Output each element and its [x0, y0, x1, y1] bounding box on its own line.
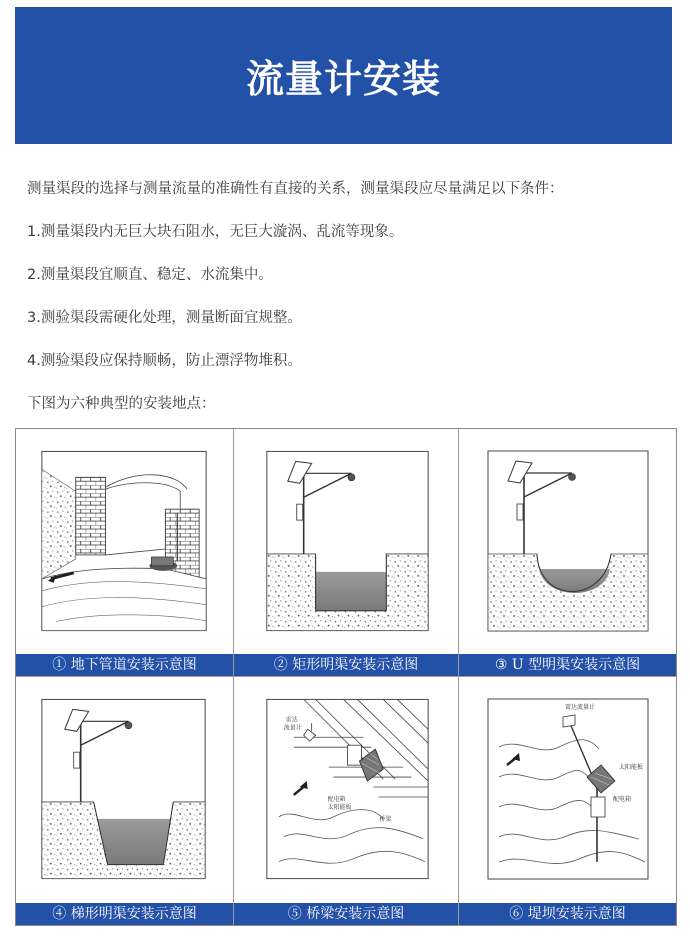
label-radar: 雷达: [285, 716, 298, 724]
requirements-text: [27, 168, 667, 426]
label-solar-panel: 太阳能板: [327, 803, 352, 811]
diagram-rectangular-channel: [234, 429, 459, 677]
rectangular-channel-illustration: [234, 429, 458, 655]
caption-trapezoid-channel: ④ 梯形明渠安装示意图: [16, 903, 233, 925]
caption-embankment: ⑥ 堤坝安装示意图: [459, 903, 676, 925]
title-banner: [15, 7, 672, 144]
label-distribution-box: 配电箱: [613, 796, 632, 803]
bridge-illustration: [234, 677, 458, 903]
diagrams-lead-in: 下图为六种典型的安装地点：: [27, 396, 216, 412]
caption-rectangular-channel: ② 矩形明渠安装示意图: [234, 654, 458, 676]
caption-bridge: ⑤ 桥梁安装示意图: [234, 903, 458, 925]
condition-2: 2.测量渠段宜顺直、稳定、水流集中。: [27, 267, 273, 283]
diagram-trapezoid-channel: [16, 677, 234, 925]
caption-underground-pipe: ① 地下管道安装示意图: [16, 654, 233, 676]
label-bridge: 桥梁: [379, 815, 392, 823]
u-channel-illustration: [459, 429, 676, 655]
page-title: 流量计安装: [245, 57, 441, 101]
condition-4: 4.测验渠段应保持顺畅，防止漂浮物堆积。: [27, 353, 302, 369]
label-distribution-box: 配电箱: [327, 795, 346, 803]
label-solar-panel: 太阳能板: [619, 764, 644, 771]
diagram-u-channel: [459, 429, 676, 677]
installation-diagrams-grid: [15, 428, 677, 926]
underground-pipe-illustration: [16, 429, 233, 655]
label-radar-flowmeter: 雷达流量计: [565, 704, 596, 711]
label-flowmeter: 流量计: [283, 724, 302, 732]
caption-u-channel: ③ U 型明渠安装示意图: [459, 654, 676, 676]
embankment-illustration: [459, 677, 676, 903]
diagram-underground-pipe: [16, 429, 234, 677]
trapezoid-channel-illustration: [16, 677, 233, 903]
diagram-embankment: [459, 677, 676, 925]
condition-3: 3.测验渠段需硬化处理，测量断面宜规整。: [27, 310, 302, 326]
diagram-bridge: [234, 677, 459, 925]
intro-paragraph: 测量渠段的选择与测量流量的准确性有直接的关系，测量渠段应尽量满足以下条件：: [27, 181, 564, 197]
condition-1: 1.测量渠段内无巨大块石阻水，无巨大漩涡、乱流等现象。: [27, 224, 404, 240]
